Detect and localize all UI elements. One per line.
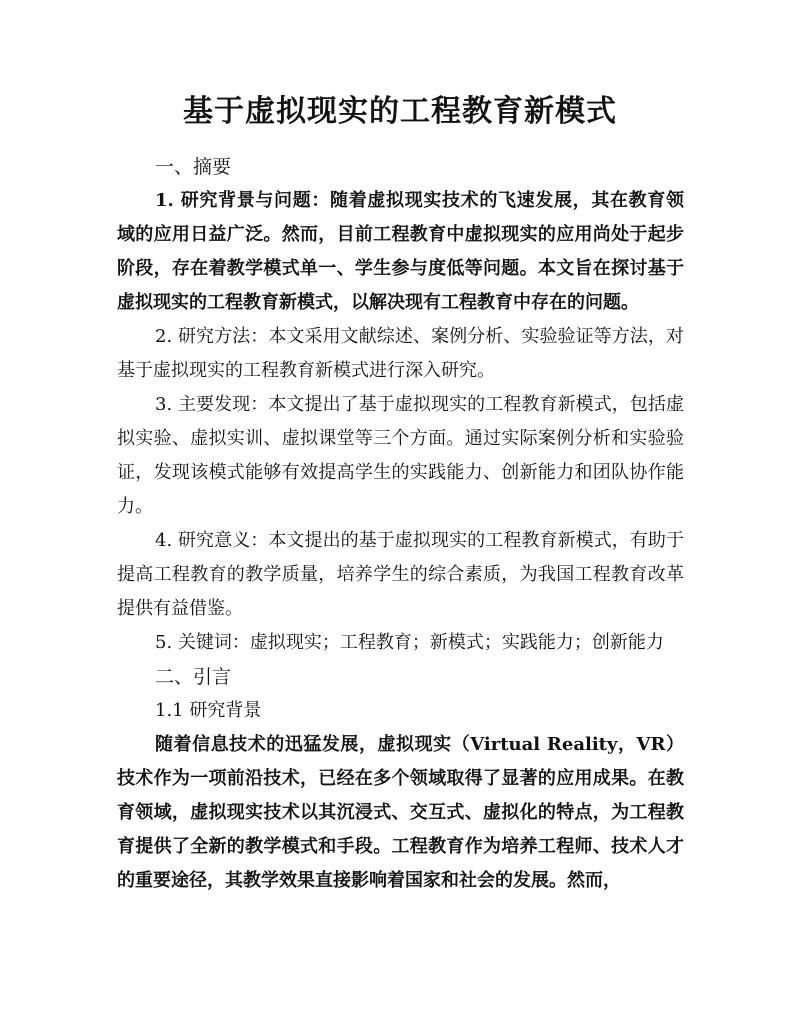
page-title: 基于虚拟现实的工程教育新模式	[183, 94, 617, 129]
intro-paragraph: 随着信息技术的迅猛发展，虚拟现实（Virtual Reality，VR）技术作为一项前沿技术，已经在多个领域取得了显著的应用成果。在教育领域，虚拟现实技术以其沉浸式、交互式、虚拟化的特点，为工程教育提供了全新的教学模式和手段。工程教育作为培养工程师、技术人才的重要途径，其教学效果直接影响着国家和社会的发展。然而，	[117, 734, 684, 891]
abstract-item-method: 2. 研究方法：本文采用文献综述、案例分析、实验验证等方法，对基于虚拟现实的工程教育新模式进行深入研究。	[117, 326, 684, 381]
abstract-item-significance: 4. 研究意义：本文提出的基于虚拟现实的工程教育新模式，有助于提高工程教育的教学质量，培养学生的综合素质，为我国工程教育改革提供有益借鉴。	[117, 530, 684, 619]
intro-sub-heading: 1.1 研究背景	[155, 700, 262, 721]
abstract-item-background: 1. 研究背景与问题：随着虚拟现实技术的飞速发展，其在教育领域的应用日益广泛。然而，目前工程教育中虚拟现实的应用尚处于起步阶段，存在着教学模式单一、学生参与度低等问题。本文旨在探讨基于虚拟现实的工程教育新模式，以解决现有工程教育中存在的问题。	[117, 190, 684, 313]
intro-heading: 二、引言	[155, 666, 232, 688]
document-body	[117, 150, 684, 898]
abstract-item-keywords: 5. 关键词：虚拟现实；工程教育；新模式；实践能力；创新能力	[155, 632, 664, 653]
abstract-item-findings: 3. 主要发现：本文提出了基于虚拟现实的工程教育新模式，包括虚拟实验、虚拟实训、虚拟课堂等三个方面。通过实际案例分析和实验验证，发现该模式能够有效提高学生的实践能力、创新能力和团队协作能力。	[117, 394, 684, 517]
abstract-heading: 一、摘要	[155, 156, 232, 178]
